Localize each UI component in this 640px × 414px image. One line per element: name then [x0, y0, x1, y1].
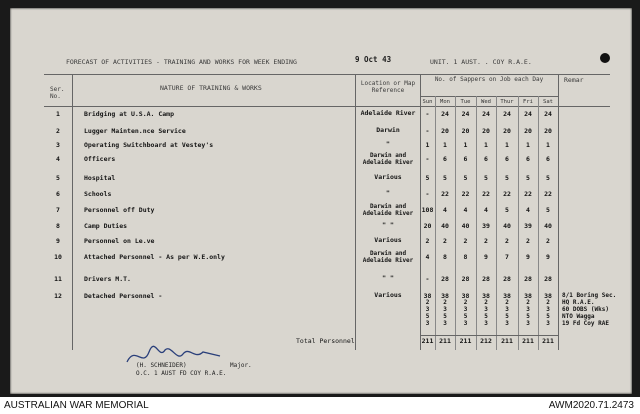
detached-cell-value: 3: [484, 306, 488, 313]
table-row-ser: 4: [56, 155, 60, 163]
table-row-nature: Operating Switchboard at Vestey's: [84, 141, 214, 149]
detached-cell-value: 3: [443, 306, 447, 313]
table-row-ser: 3: [56, 141, 60, 149]
detached-cell-value: 3: [505, 320, 509, 327]
table-row-location: ": [386, 189, 390, 197]
table-row-ser: 5: [56, 174, 60, 182]
archive-name: AUSTRALIAN WAR MEMORIAL: [4, 400, 149, 411]
table-cell-value: 1: [463, 141, 468, 149]
table-cell-value: 24: [461, 110, 470, 118]
table-cell-value: 38: [544, 292, 552, 300]
table-row-location: Adelaide River: [360, 109, 416, 117]
table-cell-value: 108: [421, 206, 434, 214]
detached-cell-value: 2: [546, 299, 550, 306]
table-row-location: Darwin and Adelaide River: [362, 203, 414, 217]
table-cell-value: 22: [503, 190, 511, 198]
detached-cell-value: 2: [463, 299, 468, 306]
detached-cell-value: 3: [546, 306, 550, 313]
table-row-nature: Personnel on Le.ve: [84, 237, 155, 245]
table-cell-value: 9: [484, 253, 488, 261]
detached-cell-value: 5: [443, 313, 447, 320]
detached-cell-value: 3: [425, 306, 430, 313]
table-cell-value: 38: [423, 292, 432, 300]
table-row-nature: Hospital: [84, 174, 116, 182]
table-cell-value: 2: [463, 237, 468, 245]
table-cell-value: 6: [484, 155, 488, 163]
total-label: Total Personnel: [296, 337, 355, 345]
total-cell-value: 211: [421, 337, 434, 345]
table-cell-value: 39: [524, 222, 532, 230]
table-cell-value: 6: [546, 155, 550, 163]
table-cell-value: 7: [505, 253, 509, 261]
table-cell-value: 1: [546, 141, 550, 149]
detached-cell-value: 2: [505, 299, 509, 306]
table-row-nature: Officers: [84, 155, 116, 163]
table-cell-value: -: [425, 275, 430, 283]
table-row-ser: 10: [54, 253, 62, 261]
detached-cell-value: 3: [546, 320, 550, 327]
table-cell-value: 38: [441, 292, 449, 300]
table-cell-value: 2: [425, 237, 430, 245]
table-cell-value: 38: [461, 292, 470, 300]
table-cell-value: 40: [461, 222, 470, 230]
day-header-thur: Thur: [500, 99, 514, 105]
table-cell-value: 9: [526, 253, 530, 261]
col-sappers-header: No. of Sappers on Job each Day: [434, 76, 544, 83]
table-cell-value: 24: [524, 110, 532, 118]
table-cell-value: 4: [443, 206, 447, 214]
table-cell-value: 22: [482, 190, 490, 198]
detached-cell-value: 3: [443, 320, 447, 327]
detached-remark: 19 Fd Coy RAE: [562, 320, 609, 327]
table-cell-value: 20: [503, 127, 511, 135]
table-row-ser: 7: [56, 206, 60, 214]
detached-cell-value: 3: [425, 320, 430, 327]
total-cell-value: 211: [542, 337, 554, 345]
table-row-location: ": [386, 140, 390, 148]
table-cell-value: 5: [546, 206, 550, 214]
table-cell-value: 38: [482, 292, 490, 300]
table-cell-value: 5: [443, 174, 447, 182]
table-row-nature: Lugger Mainten.nce Service: [84, 127, 186, 135]
detached-cell-value: 5: [463, 313, 468, 320]
table-top-rule: [44, 74, 610, 75]
table-cell-value: 5: [425, 174, 430, 182]
table-cell-value: 2: [526, 237, 530, 245]
table-cell-value: 6: [505, 155, 509, 163]
table-cell-value: 28: [544, 275, 552, 283]
table-cell-value: 39: [482, 222, 490, 230]
day-header-wed: Wed: [481, 99, 491, 105]
table-cell-value: 2: [443, 237, 447, 245]
table-cell-value: 2: [505, 237, 509, 245]
table-cell-value: 1: [526, 141, 530, 149]
unit-name: UNIT. 1 AUST. . COY R.A.E.: [430, 58, 532, 66]
day-header-fri: Fri: [523, 99, 533, 105]
col-nature-header: NATURE OF TRAINING & WORKS: [160, 84, 262, 92]
table-cell-value: 40: [503, 222, 511, 230]
col-ser-header: Ser. No.: [50, 86, 65, 100]
detached-cell-value: 3: [505, 306, 509, 313]
detached-cell-value: 3: [463, 320, 468, 327]
table-cell-value: 8: [463, 253, 468, 261]
table-row-location: Darwin and Adelaide River: [362, 250, 414, 264]
day-header-sun: Sun: [422, 99, 433, 105]
table-cell-value: 28: [461, 275, 470, 283]
table-cell-value: 28: [503, 275, 511, 283]
table-cell-value: 6: [443, 155, 447, 163]
archive-ref: AWM2020.71.2473: [548, 400, 634, 411]
table-cell-value: 1: [443, 141, 447, 149]
table-row-ser: 6: [56, 190, 60, 198]
table-cell-value: 40: [441, 222, 449, 230]
table-row-location: Various: [374, 173, 402, 181]
table-cell-value: 1: [484, 141, 488, 149]
total-cell-value: 211: [439, 337, 451, 345]
detached-remark: NTO Wagga: [562, 313, 595, 320]
table-cell-value: 5: [484, 174, 488, 182]
table-cell-value: 9: [546, 253, 550, 261]
total-cell-value: 212: [480, 337, 492, 345]
detached-cell-value: 5: [546, 313, 550, 320]
table-cell-value: 4: [463, 206, 468, 214]
table-cell-value: 28: [482, 275, 490, 283]
table-cell-value: 20: [544, 127, 552, 135]
table-cell-value: 28: [524, 275, 532, 283]
table-cell-value: -: [425, 155, 430, 163]
col-divider: [355, 74, 356, 350]
total-rule: [420, 335, 558, 336]
table-row-nature: Camp Duties: [84, 222, 128, 230]
table-row-nature: Bridging at U.S.A. Camp: [84, 110, 175, 118]
table-cell-value: 22: [544, 190, 552, 198]
detached-remark: 60 DOBS (Wks): [562, 306, 609, 313]
table-cell-value: 8: [443, 253, 447, 261]
col-location-header: Location or Map Reference: [360, 80, 416, 94]
table-cell-value: -: [425, 110, 430, 118]
table-cell-value: 6: [526, 155, 530, 163]
total-cell-value: 211: [501, 337, 513, 345]
table-cell-value: 5: [546, 174, 550, 182]
table-row-location: Darwin: [376, 126, 400, 134]
detached-remark: HQ R.A.E.: [562, 299, 595, 306]
total-cell-value: 211: [459, 337, 472, 345]
table-cell-value: 24: [441, 110, 449, 118]
table-row-location: " ": [382, 221, 394, 229]
table-cell-value: 20: [423, 222, 432, 230]
table-cell-value: -: [425, 127, 430, 135]
detached-cell-value: 2: [526, 299, 530, 306]
day-header-sat: Sat: [543, 99, 553, 105]
table-cell-value: 2: [484, 237, 488, 245]
table-cell-value: 22: [441, 190, 449, 198]
table-row-nature: Personnel off Duty: [84, 206, 155, 214]
table-cell-value: 1: [505, 141, 509, 149]
detached-cell-value: 5: [526, 313, 530, 320]
table-row-nature: Attached Personnel - As per W.E.only: [84, 253, 225, 261]
signatory-title: O.C. 1 AUST FD COY R.A.E.: [136, 370, 227, 377]
col-remarks-header: Remar: [564, 76, 584, 84]
signatory-name: (H. SCHNEIDER): [136, 362, 187, 369]
table-row-location: Darwin and Adelaide River: [362, 152, 414, 166]
table-row-nature: Detached Personnel -: [84, 292, 163, 300]
detached-cell-value: 3: [484, 320, 488, 327]
table-row-remark: 8/1 Boring Sec.: [562, 292, 617, 299]
detached-cell-value: 2: [425, 299, 430, 306]
table-cell-value: 20: [524, 127, 532, 135]
table-row-ser: 1: [56, 110, 60, 118]
punch-hole: [600, 53, 610, 63]
signatory-rank: Major.: [230, 362, 252, 369]
table-cell-value: 20: [461, 127, 470, 135]
detached-cell-value: 3: [463, 306, 468, 313]
table-header-rule: [44, 106, 610, 107]
form-title: FORECAST OF ACTIVITIES - TRAINING AND WORKS FOR WEEK ENDING: [66, 58, 297, 66]
detached-cell-value: 3: [526, 320, 530, 327]
table-row-ser: 12: [54, 292, 62, 300]
table-cell-value: 1: [425, 141, 430, 149]
table-cell-value: 20: [441, 127, 449, 135]
table-row-ser: 9: [56, 237, 60, 245]
table-row-location: " ": [382, 274, 394, 282]
table-cell-value: 38: [524, 292, 532, 300]
table-cell-value: 4: [484, 206, 488, 214]
table-cell-value: 2: [546, 237, 550, 245]
table-row-location: Various: [374, 236, 402, 244]
table-cell-value: 24: [544, 110, 552, 118]
total-cell-value: 211: [522, 337, 534, 345]
table-row-ser: 11: [54, 275, 62, 283]
archive-footer: [0, 397, 640, 414]
table-cell-value: 4: [526, 206, 530, 214]
detached-cell-value: 5: [484, 313, 488, 320]
day-header-tue: Tue: [460, 99, 471, 105]
table-cell-value: 24: [503, 110, 511, 118]
table-row-ser: 2: [56, 127, 60, 135]
detached-cell-value: 5: [505, 313, 509, 320]
table-cell-value: 22: [524, 190, 532, 198]
table-cell-value: 24: [482, 110, 490, 118]
table-row-ser: 8: [56, 222, 60, 230]
table-cell-value: 38: [503, 292, 511, 300]
table-row-nature: Schools: [84, 190, 112, 198]
detached-cell-value: 2: [484, 299, 488, 306]
detached-cell-value: 3: [526, 306, 530, 313]
table-row-nature: Drivers M.T.: [84, 275, 131, 283]
table-cell-value: 22: [461, 190, 470, 198]
col-divider: [558, 74, 559, 350]
table-cell-value: 6: [463, 155, 468, 163]
table-row-location: Various: [374, 291, 402, 299]
table-cell-value: 28: [441, 275, 449, 283]
table-cell-value: 20: [482, 127, 490, 135]
table-cell-value: 5: [505, 206, 509, 214]
table-cell-value: -: [425, 190, 430, 198]
day-header-mon: Mon: [440, 99, 450, 105]
col-divider: [72, 74, 73, 350]
table-cell-value: 5: [463, 174, 468, 182]
table-cell-value: 5: [526, 174, 530, 182]
table-cell-value: 5: [505, 174, 509, 182]
table-cell-value: 40: [544, 222, 552, 230]
detached-cell-value: 5: [425, 313, 430, 320]
detached-cell-value: 2: [443, 299, 447, 306]
table-cell-value: 4: [425, 253, 430, 261]
week-ending-date: 9 Oct 43: [355, 55, 392, 64]
